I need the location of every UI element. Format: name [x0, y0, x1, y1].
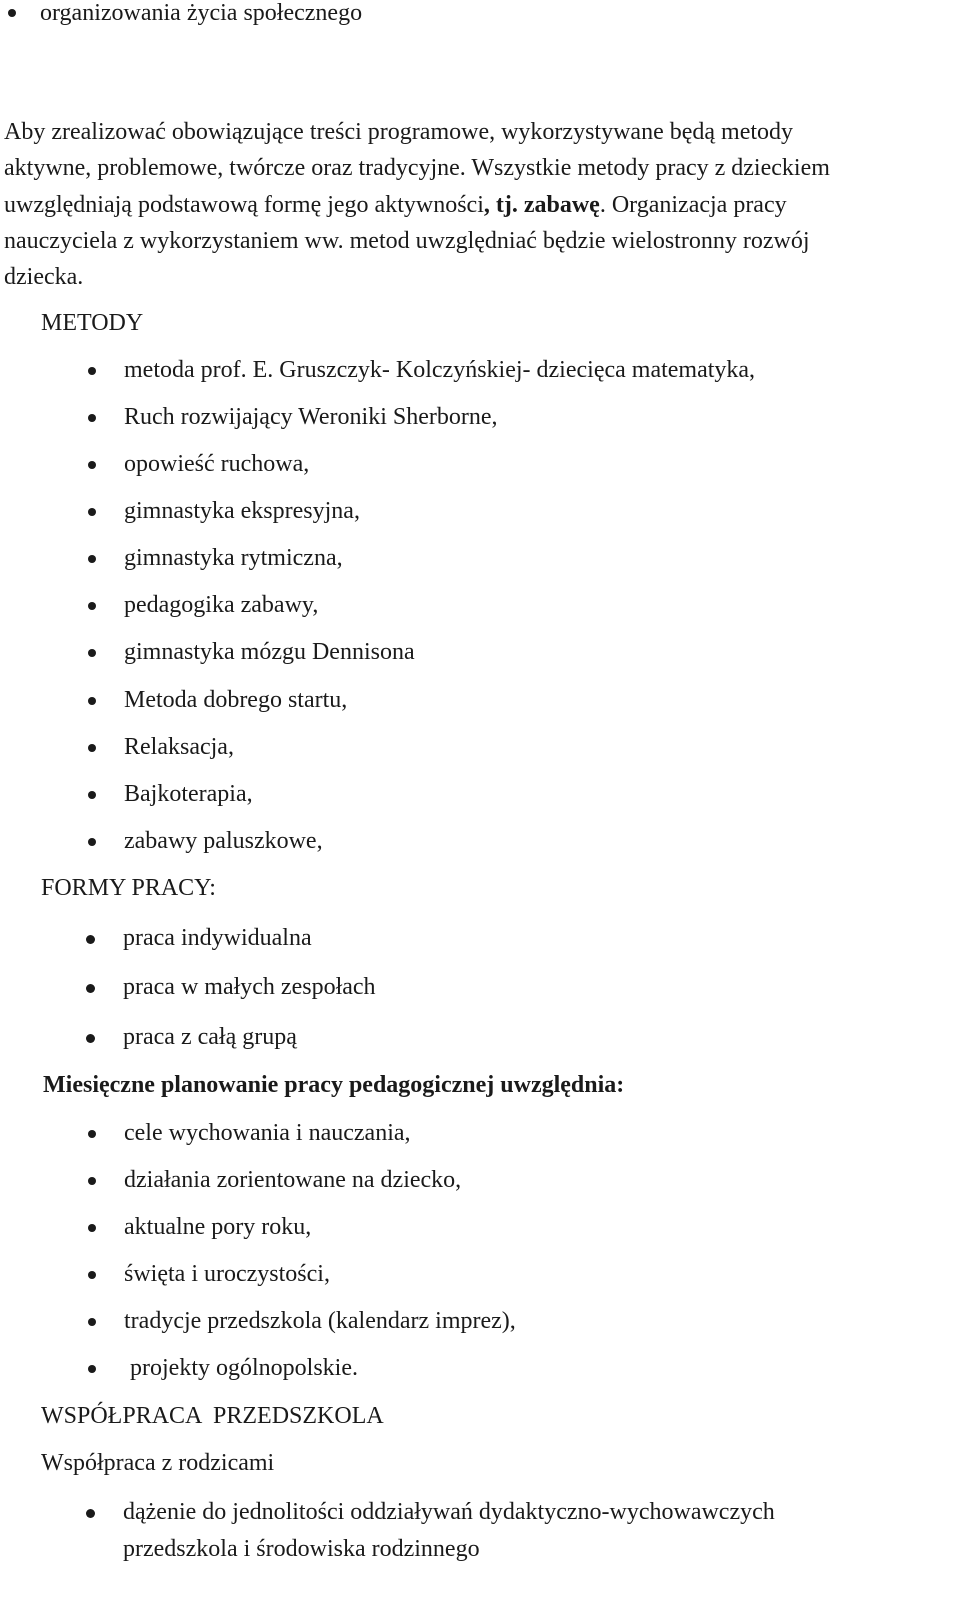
- bullet-dot: [88, 414, 96, 422]
- bullet-dot: [86, 984, 95, 993]
- method-item: gimnastyka ekspresyjna,: [124, 498, 360, 524]
- method-item: metoda prof. E. Gruszczyk- Kolczyńskiej- dziecięca matematyka,: [124, 357, 756, 383]
- bullet-dot: [86, 935, 95, 944]
- method-item: pedagogika zabawy,: [124, 592, 319, 618]
- bullet-dot: [88, 602, 96, 610]
- method-item: Bajkoterapia,: [124, 781, 253, 807]
- bullet-dot: [88, 1177, 96, 1185]
- method-item: gimnastyka mózgu Dennisona: [124, 639, 415, 665]
- cooperation-subheading: Współpraca z rodzicami: [41, 1450, 275, 1476]
- intro-line-3-b: , tj. zabawę: [483, 192, 600, 218]
- bullet-dot: [86, 1034, 95, 1043]
- intro-line-1: Aby zrealizować obowiązujące treści programowe, wykorzystywane będą metody: [4, 119, 794, 145]
- intro-line-2: aktywne, problemowe, twórcze oraz tradycyjne. Wszystkie metody pracy z dzieckiem: [4, 155, 830, 181]
- form-item: praca z całą grupą: [123, 1024, 297, 1050]
- planning-item: aktualne pory roku,: [124, 1214, 312, 1240]
- intro-line-3-c: . Organizacja pracy: [599, 192, 787, 218]
- planning-item: święta i uroczystości,: [124, 1261, 330, 1287]
- method-item: gimnastyka rytmiczna,: [124, 545, 343, 571]
- bullet-dot: [88, 1271, 96, 1279]
- intro-line-5: dziecka.: [4, 264, 84, 290]
- cooperation-item-line-2: przedszkola i środowiska rodzinnego: [123, 1536, 480, 1562]
- bullet-dot: [88, 508, 96, 516]
- planning-heading: Miesięczne planowanie pracy pedagogicznej uwzględnia:: [43, 1072, 625, 1098]
- bullet-dot: [88, 791, 96, 799]
- bullet-dot: [88, 838, 96, 846]
- planning-item: projekty ogólnopolskie.: [124, 1355, 358, 1381]
- bullet-dot: [88, 1365, 96, 1373]
- intro-line-3: [4, 193, 787, 217]
- bullet-dot: [88, 1130, 96, 1138]
- method-item: Metoda dobrego startu,: [124, 687, 348, 713]
- bullet-dot: [88, 1318, 96, 1326]
- bullet-dot: [88, 555, 96, 563]
- bullet-dot: [8, 9, 16, 17]
- planning-item: działania zorientowane na dziecko,: [124, 1167, 462, 1193]
- bullet-dot: [88, 367, 96, 375]
- bullet-dot: [88, 461, 96, 469]
- method-item: Relaksacja,: [124, 734, 234, 760]
- form-item: praca indywidualna: [123, 925, 312, 951]
- method-item: opowieść ruchowa,: [124, 451, 310, 477]
- planning-item: cele wychowania i nauczania,: [124, 1120, 411, 1146]
- form-item: praca w małych zespołach: [123, 974, 376, 1000]
- bullet-dot: [88, 744, 96, 752]
- intro-line-3-a: uwzględniają podstawową formę jego aktywności: [4, 192, 484, 218]
- list-item-top: organizowania życia społecznego: [40, 0, 363, 26]
- method-item: Ruch rozwijający Weroniki Sherborne,: [124, 404, 498, 430]
- cooperation-item-line-1: dążenie do jednolitości oddziaływań dydaktyczno-wychowawczych: [123, 1499, 775, 1525]
- method-item: zabawy paluszkowe,: [124, 828, 323, 854]
- forms-heading: FORMY PRACY:: [41, 875, 216, 901]
- intro-line-4: nauczyciela z wykorzystaniem ww. metod uwzględniać będzie wielostronny rozwój: [4, 228, 810, 254]
- methods-heading: METODY: [41, 310, 144, 336]
- bullet-dot: [88, 649, 96, 657]
- bullet-dot: [86, 1509, 95, 1518]
- bullet-dot: [88, 1224, 96, 1232]
- cooperation-heading: WSPÓŁPRACA PRZEDSZKOLA: [41, 1403, 384, 1429]
- bullet-dot: [88, 697, 96, 705]
- planning-item: tradycje przedszkola (kalendarz imprez),: [124, 1308, 516, 1334]
